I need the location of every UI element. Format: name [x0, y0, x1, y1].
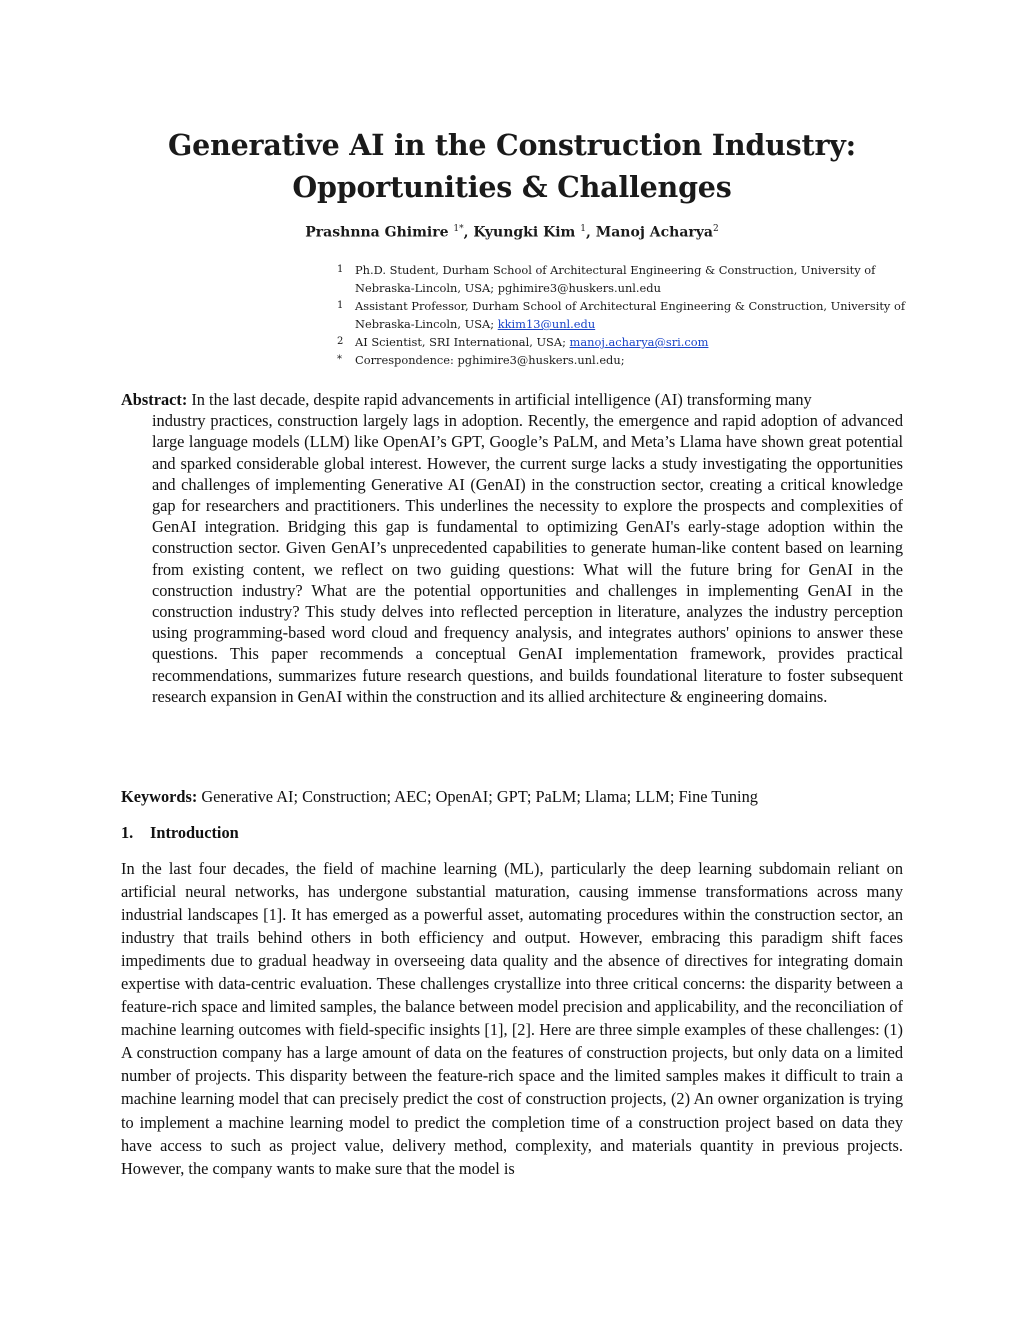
introduction-paragraph: In the last four decades, the field of machine learning (ML), particularly the deep learning subdomain reliant on artificial neural networks, has undergone substantial maturation, causing immense transformations across many industrial landscapes [1]. It has emerged as a powerful asset, automating procedures within the construction sector, an industry that trails behind others in both efficiency and output. However, embracing this paradigm shift faces impediments due to gradual headway in overseeing data quality and the absence of directives for integrating domain expertise with data-centric evaluation. These challenges crystallize into three critical concerns: the disparity between a feature-rich space and limited samples, the balance between model precision and applicability, and the reconciliation of machine learning outcomes with field-specific insights [1], [2]. Here are three simple examples of these challenges: (1) A construction company has a large amount of data on the features of construction projects, but only data on a limited number of projects. This disparity between the feature-rich space and the limited samples makes it difficult to train a machine learning model that can precisely predict the cost of construction projects, (2) An owner organization is trying to implement a machine learning model to predict the completion time of a construction project based on data they have access to such as project value, delivery method, complexity, and materials quantity in previous projects. However, the company wants to make sure that the model is [121, 859, 903, 1178]
affiliation-text: Ph.D. Student, Durham School of Architectural Engineering & Construction, University of Nebraska-Lincoln, USA; pghimire3@huskers.unl.edu [355, 263, 876, 295]
affiliation-mark: 2 [337, 336, 344, 347]
author-affiliation-mark: 1 [580, 224, 586, 234]
abstract-text-first-line: In the last decade, despite rapid advancements in artificial intelligence (AI) transforming many [191, 390, 812, 409]
affiliation-item [337, 261, 907, 297]
affiliation-text: Correspondence: pghimire3@huskers.unl.edu; [355, 353, 625, 367]
section-heading [121, 822, 521, 843]
author-name: Kyungki Kim [473, 224, 576, 241]
title-line-2: Opportunities & Challenges [292, 170, 732, 204]
keywords [121, 786, 903, 807]
author-name: Manoj Acharya [595, 224, 713, 241]
keywords-text: Generative AI; Construction; AEC; OpenAI; GPT; PaLM; Llama; LLM; Fine Tuning [201, 787, 758, 806]
paper-title [120, 124, 904, 208]
affiliation-mark: 1 [337, 264, 344, 275]
affiliation-item [337, 297, 907, 333]
abstract-label: Abstract: [121, 390, 188, 409]
author-affiliation-mark: 2 [712, 224, 719, 234]
author-name: Prashnna Ghimire [305, 224, 449, 241]
affiliation-item [337, 351, 907, 369]
affiliation-text: Assistant Professor, Durham School of Architectural Engineering & Construction, University of Nebraska-Lincoln, USA; [355, 299, 906, 331]
title-line-1: Generative AI in the Construction Industry: [168, 128, 856, 162]
affiliation-mark: * [337, 354, 342, 365]
email-link[interactable]: manoj.acharya@sri.com [569, 335, 709, 349]
section-number: 1. [121, 823, 134, 842]
abstract-text: industry practices, construction largely lags in adoption. Recently, the emergence and rapid adoption of advanced large language models (LLM) like OpenAI’s GPT, Google’s PaLM, and Meta’s Llama have shown great potential and sparked considerable global interest. However, the current surge lacks a study investigating the opportunities and challenges of implementing Generative AI (GenAI) in the construction sector, creating a critical knowledge gap for researchers and practitioners. This underlines the necessity to explore the prospects and complexities of GenAI integration. Bridging this gap is fundamental to optimizing GenAI's early-stage adoption within the construction sector. Given GenAI’s unprecedented capabilities to generate human-like content based on learning from existing content, we reflect on two guiding questions: What will the future bring for GenAI in the construction industry? What are the potential opportunities and challenges in implementing GenAI in the construction industry? This study delves into reflected perception in literature, analyzes the industry perception using programming-based word cloud and frequency analysis, and integrates authors' opinions to answer these questions. This paper recommends a conceptual GenAI implementation framework, provides practical recommendations, summarizes future research questions, and builds foundational literature to foster subsequent research expansion in GenAI within the construction and its allied architecture & engineering domains. [152, 411, 903, 706]
keywords-label: Keywords: [121, 787, 198, 806]
affiliation-text: AI Scientist, SRI International, USA; [355, 335, 570, 349]
affiliation-mark: 1 [337, 300, 344, 311]
author-list: Prashnna Ghimire $^{1*}$, Kyungki Kim $^1$, Manoj Acharya$^2$ [305, 224, 719, 241]
abstract [121, 389, 903, 707]
affiliation-item [337, 333, 907, 351]
email-link[interactable]: kkim13@unl.edu [497, 317, 596, 331]
section-title: Introduction [150, 823, 239, 842]
author-affiliation-mark: 1* [453, 224, 464, 234]
